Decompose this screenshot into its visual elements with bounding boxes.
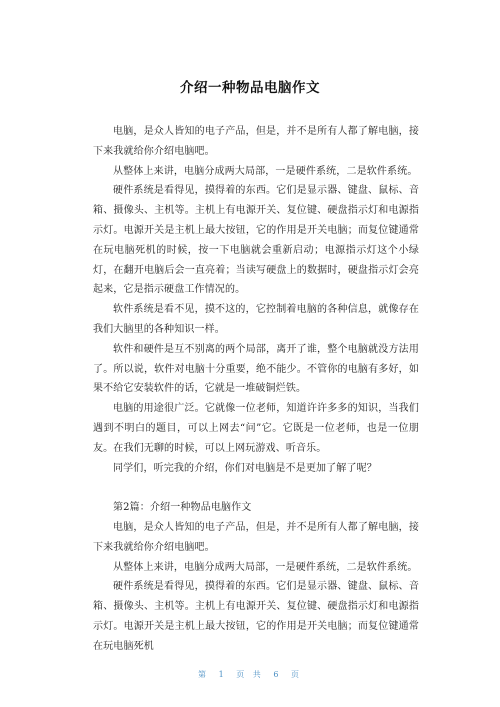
document-title: 介绍一种物品电脑作文 (180, 80, 320, 96)
paragraph-7: 同学们，听完我的介绍，你们对电脑是不是更加了解了呢？ (113, 462, 377, 474)
paragraph-3: 硬件系统是看得见，摸得着的东西。它们是显示器、键盘、鼠标、音箱、摄像头、主机等。主机上有电源开关、复位键、硬盘指示灯和电源指示灯。电源开关是主机上最大按钮，它的作用是开关电脑；而复位键通常在玩电脑死机的时候，按一下电脑就会重新启动；电源指示灯这个小绿灯，在翻开电脑后会一直亮着；当读写硬盘上的数据时，硬盘指示灯会亮起来，它是指示硬盘工作情况的。 (93, 185, 419, 296)
paragraph-5: 软件和硬件是互不别离的两个局部，离开了谁，整个电脑就没方法用了。所以说，软件对电脑十分重要，绝不能少。不管你的电脑有多好，如果不给它安装软件的话，它就是一堆破铜烂铁。 (93, 343, 419, 395)
section-2-paragraph-2: 从整体上来讲，电脑分成两大局部，一是硬件系统，二是软件系统。 (113, 561, 418, 573)
page-footer (0, 669, 500, 680)
footer-label-page: 第 (198, 670, 210, 679)
footer-current-page: 1 (218, 670, 227, 679)
paragraph-6: 电脑的用途很广泛。它就像一位老师，知道许许多多的知识，当我们遇到不明白的题目，可以上网去“问”它。它既是一位老师，也是一位朋友。在我们无聊的时候，可以上网玩游戏、听音乐。 (93, 403, 419, 454)
footer-label-of: 页 共 (236, 670, 264, 679)
paragraph-2: 从整体上来讲，电脑分成两大局部，一是硬件系统，二是软件系统。 (113, 165, 418, 177)
section-2-paragraph-1: 电脑，是众人皆知的电子产品，但是，并不是所有人都了解电脑，接下来我就给你介绍电脑吧。 (93, 521, 419, 553)
paragraph-4: 软件系统是看不见，摸不这的，它控制着电脑的各种信息，就像存在我们大脑里的各种知识一样。 (93, 304, 419, 335)
section-spacer (93, 478, 419, 498)
section-2-paragraph-3: 硬件系统是看得见，摸得着的东西。它们是显示器、键盘、鼠标、音箱、摄像头、主机等。主机上有电源开关、复位键、硬盘指示灯和电源指示灯。电源开关是主机上最大按钮，它的作用是开关电脑；而复位键通常在玩电脑死机 (93, 581, 419, 652)
footer-label-end: 页 (290, 670, 302, 679)
document-body (93, 122, 419, 657)
section-2-heading: 第2篇：介绍一种物品电脑作文 (113, 502, 252, 514)
paragraph-1: 电脑，是众人皆知的电子产品，但是，并不是所有人都了解电脑，接下来我就给你介绍电脑吧。 (93, 126, 419, 157)
footer-total-pages: 6 (273, 670, 282, 679)
